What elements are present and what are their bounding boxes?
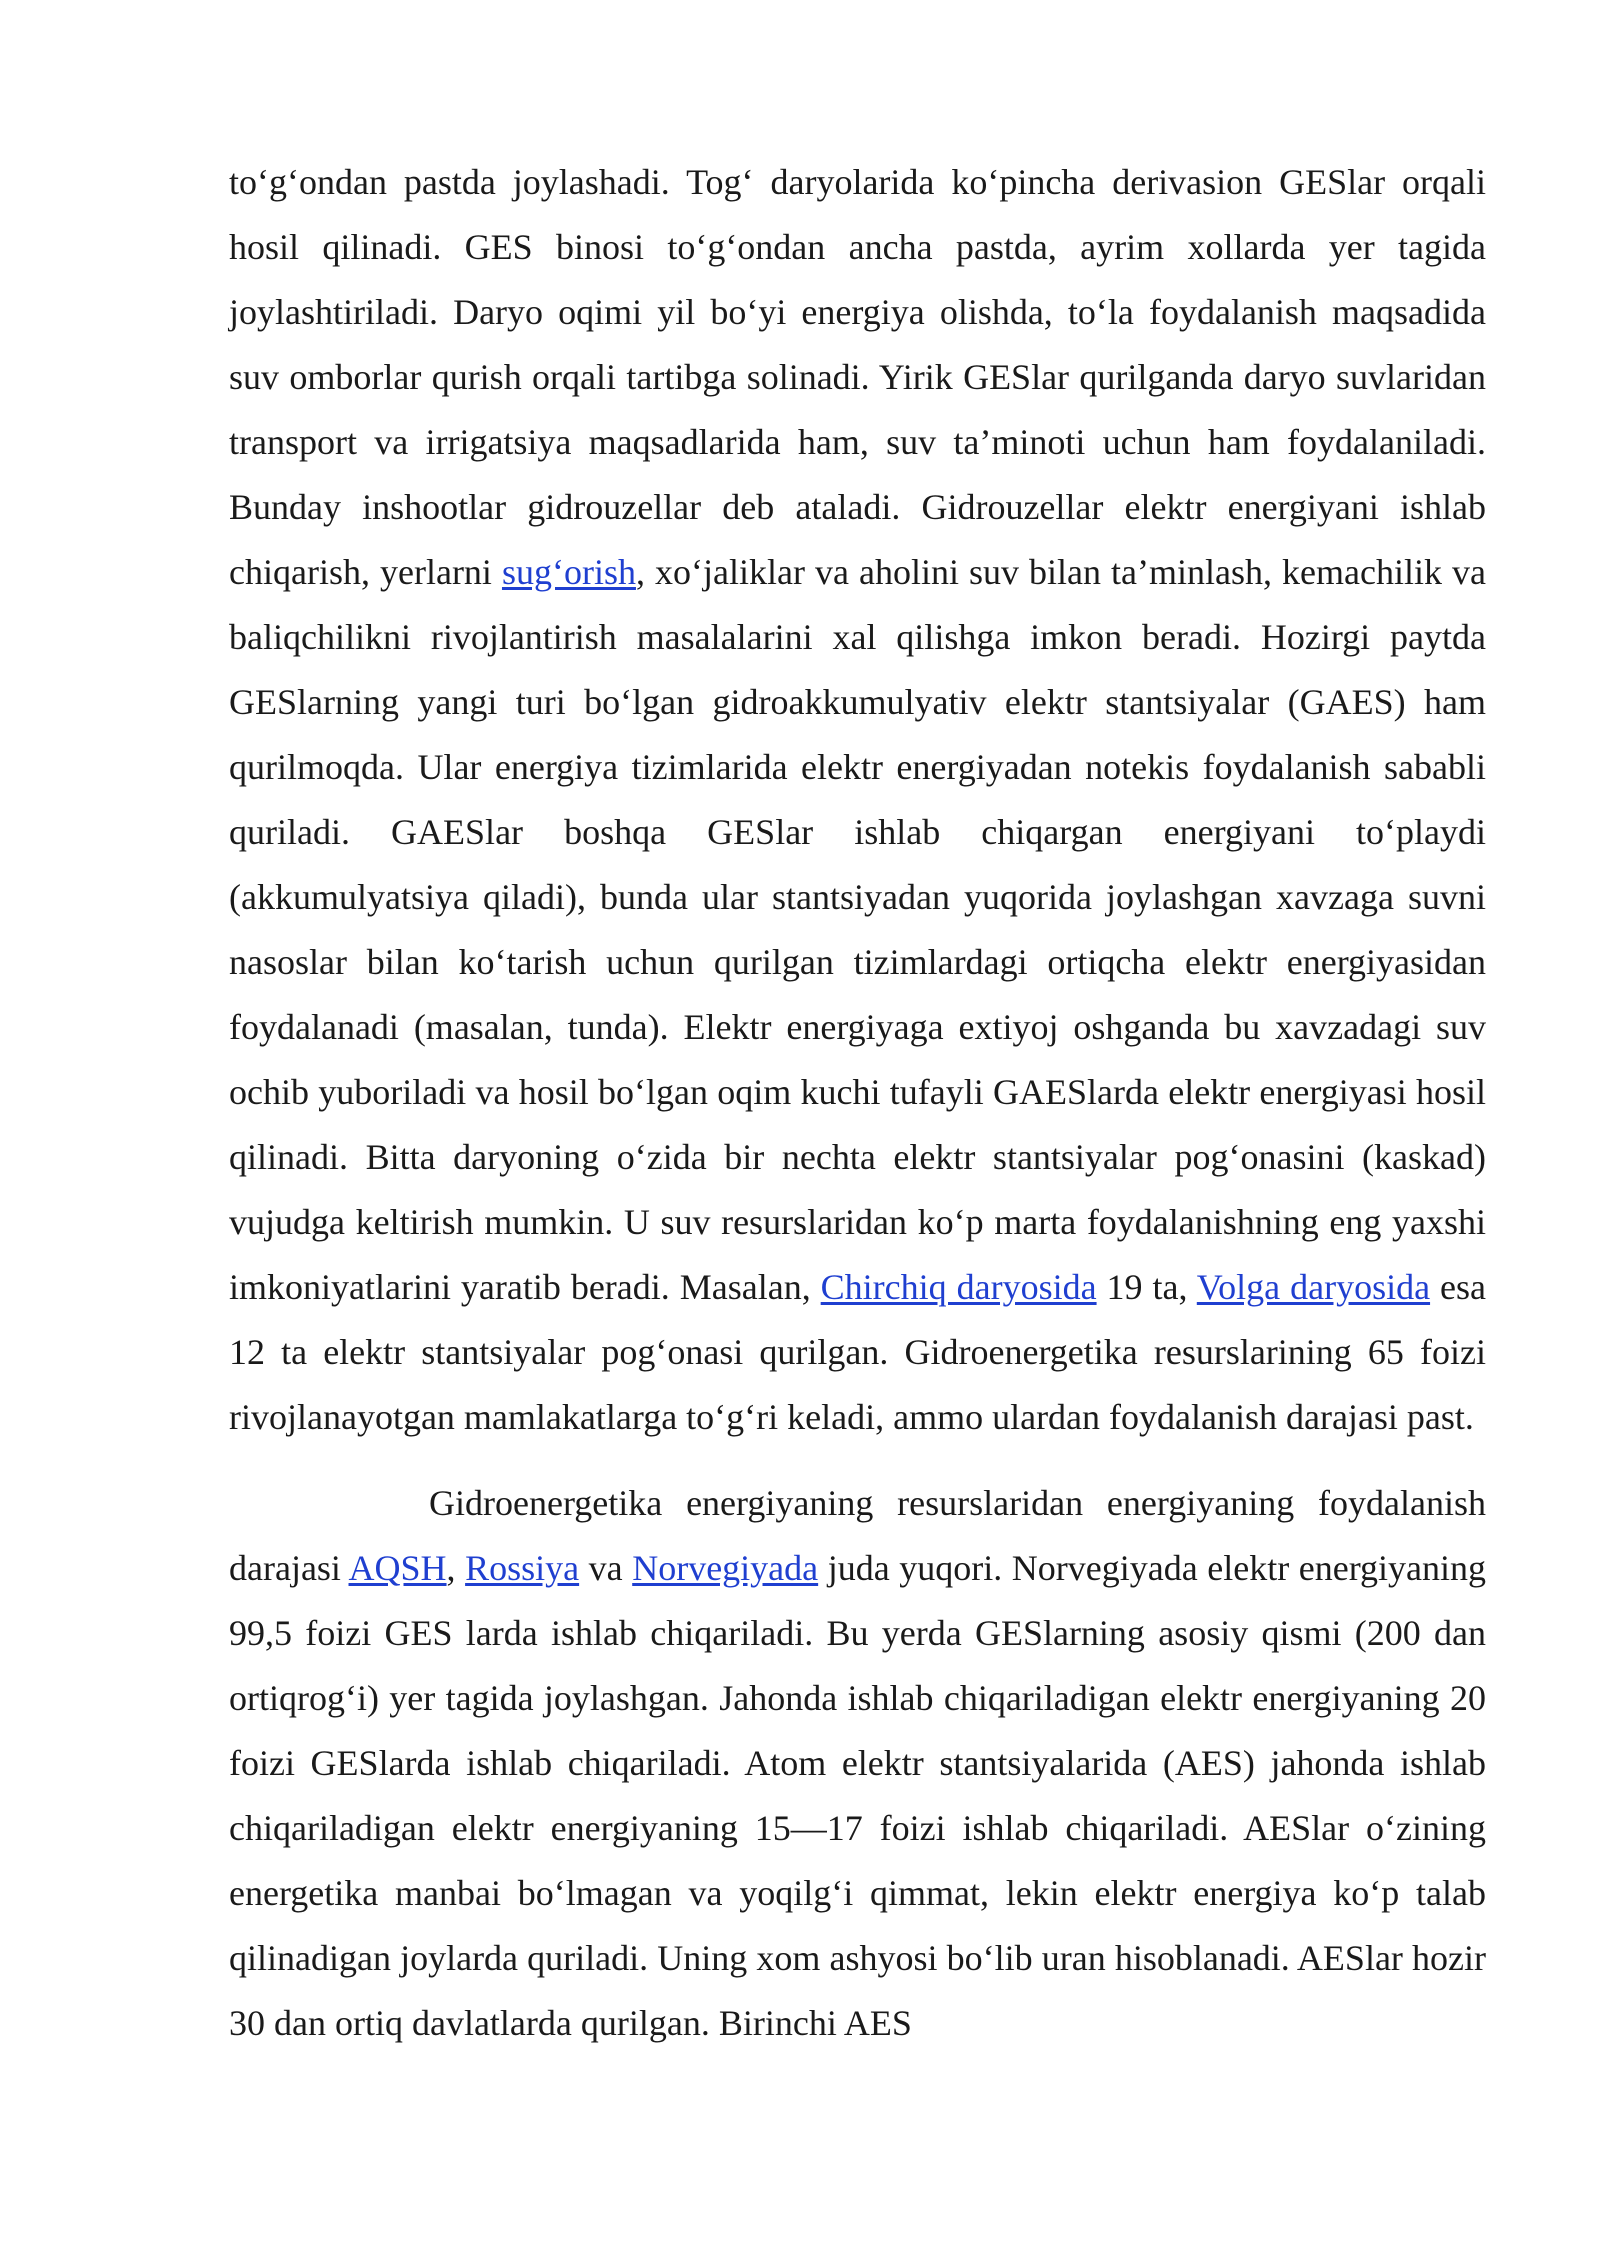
paragraph-hydro-usage xyxy=(229,1471,1486,2056)
link-rossiya[interactable]: Rossiya xyxy=(465,1548,580,1588)
paragraph-text: Gidroenergetika energiyaning resurslaridan energiyaning foydalanish darajasi xyxy=(229,1483,1486,1588)
paragraph-text: juda yuqori. Norvegiyada elektr energiyaning 99,5 foizi GES larda ishlab chiqariladi. Bu yerda GESlarning asosiy qismi (200 dan ortiqrog‘i) yer tagida joylashgan. Jahonda ishlab chiqariladigan elektr energiyaning 20 foizi GESlarda ishlab chiqariladi. Atom elektr stantsiyalarida (AES) jahonda ishlab chiqariladigan elektr energiyaning 15—17 foizi ishlab chiqariladi. AESlar o‘zining energetika manbai bo‘lmagan va yoqilg‘i qimmat, lekin elektr energiya ko‘p talab qilinadigan joylarda quriladi. Uning xom ashyosi bo‘lib uran hisoblanadi. AESlar hozir 30 dan ortiq davlatlarda qurilgan. Birinchi AES xyxy=(229,1548,1487,2043)
link-norvegiyada[interactable]: Norvegiyada xyxy=(632,1548,819,1588)
paragraph-text: to‘g‘ondan pastda joylashadi. Tog‘ daryolarida ko‘pincha derivasion GESlar orqali hosil qilinadi. GES binosi to‘g‘ondan ancha pastda, ayrim xollarda yer tagida joylashtiriladi. Daryo oqimi yil bo‘yi energiya olishda, to‘la foydalanish maqsadida suv omborlar qurish orqali tartibga solinadi. Yirik GESlar qurilganda daryo suvlaridan transport va irrigatsiya maqsadlarida ham, suv ta’minoti uchun ham foydalaniladi. Bunday inshootlar gidrouzellar deb ataladi. Gidrouzellar elektr energiyani ishlab chiqarish, yerlarni xyxy=(229,162,1486,592)
paragraph-text: va xyxy=(579,1548,633,1588)
paragraph-ges-description xyxy=(229,150,1486,1450)
link-chirchiq-daryosida[interactable]: Chirchiq daryosida xyxy=(820,1267,1097,1307)
document-page xyxy=(229,150,1486,2056)
link-volga-daryosida[interactable]: Volga daryosida xyxy=(1196,1267,1431,1307)
link-aqsh[interactable]: AQSH xyxy=(348,1548,447,1588)
paragraph-text: , xo‘jaliklar va aholini suv bilan ta’minlash, kemachilik va baliqchilikni rivojlantirish masalalarini xal qilishga imkon beradi. Hozirgi paytda GESlarning yangi turi bo‘lgan gidroakkumulyativ elektr stantsiyalar (GAES) ham qurilmoqda. Ular energiya tizimlarida elektr energiyadan notekis foydalanish sababli quriladi. GAESlar boshqa GESlar ishlab chiqargan energiyani to‘playdi (akkumulyatsiya qiladi), bunda ular stantsiyadan yuqorida joylashgan xavzaga suvni nasoslar bilan ko‘tarish uchun qurilgan tizimlardagi ortiqcha elektr energiyasidan foydalanadi (masalan, tunda). Elektr energiyaga extiyoj oshganda bu xavzadagi suv ochib yuboriladi va hosil bo‘lgan oqim kuchi tufayli GAESlarda elektr energiyasi hosil qilinadi. Bitta daryoning o‘zida bir nechta elektr stantsiyalar pog‘onasini (kaskad) vujudga keltirish mumkin. U suv resurslaridan ko‘p marta foydalanishning eng yaxshi imkoniyatlarini yaratib beradi. Masalan, xyxy=(229,552,1486,1307)
paragraph-text: esa 12 ta elektr stantsiyalar pog‘onasi qurilgan. Gidroenergetika resurslarining 65 foizi rivojlanayotgan mamlakatlarga to‘g‘ri keladi, ammo ulardan foydalanish darajasi past. xyxy=(229,1267,1486,1437)
paragraph-text: , xyxy=(446,1548,466,1588)
link-sugorish[interactable]: sug‘orish xyxy=(501,552,636,592)
paragraph-text: 19 ta, xyxy=(1096,1267,1197,1307)
